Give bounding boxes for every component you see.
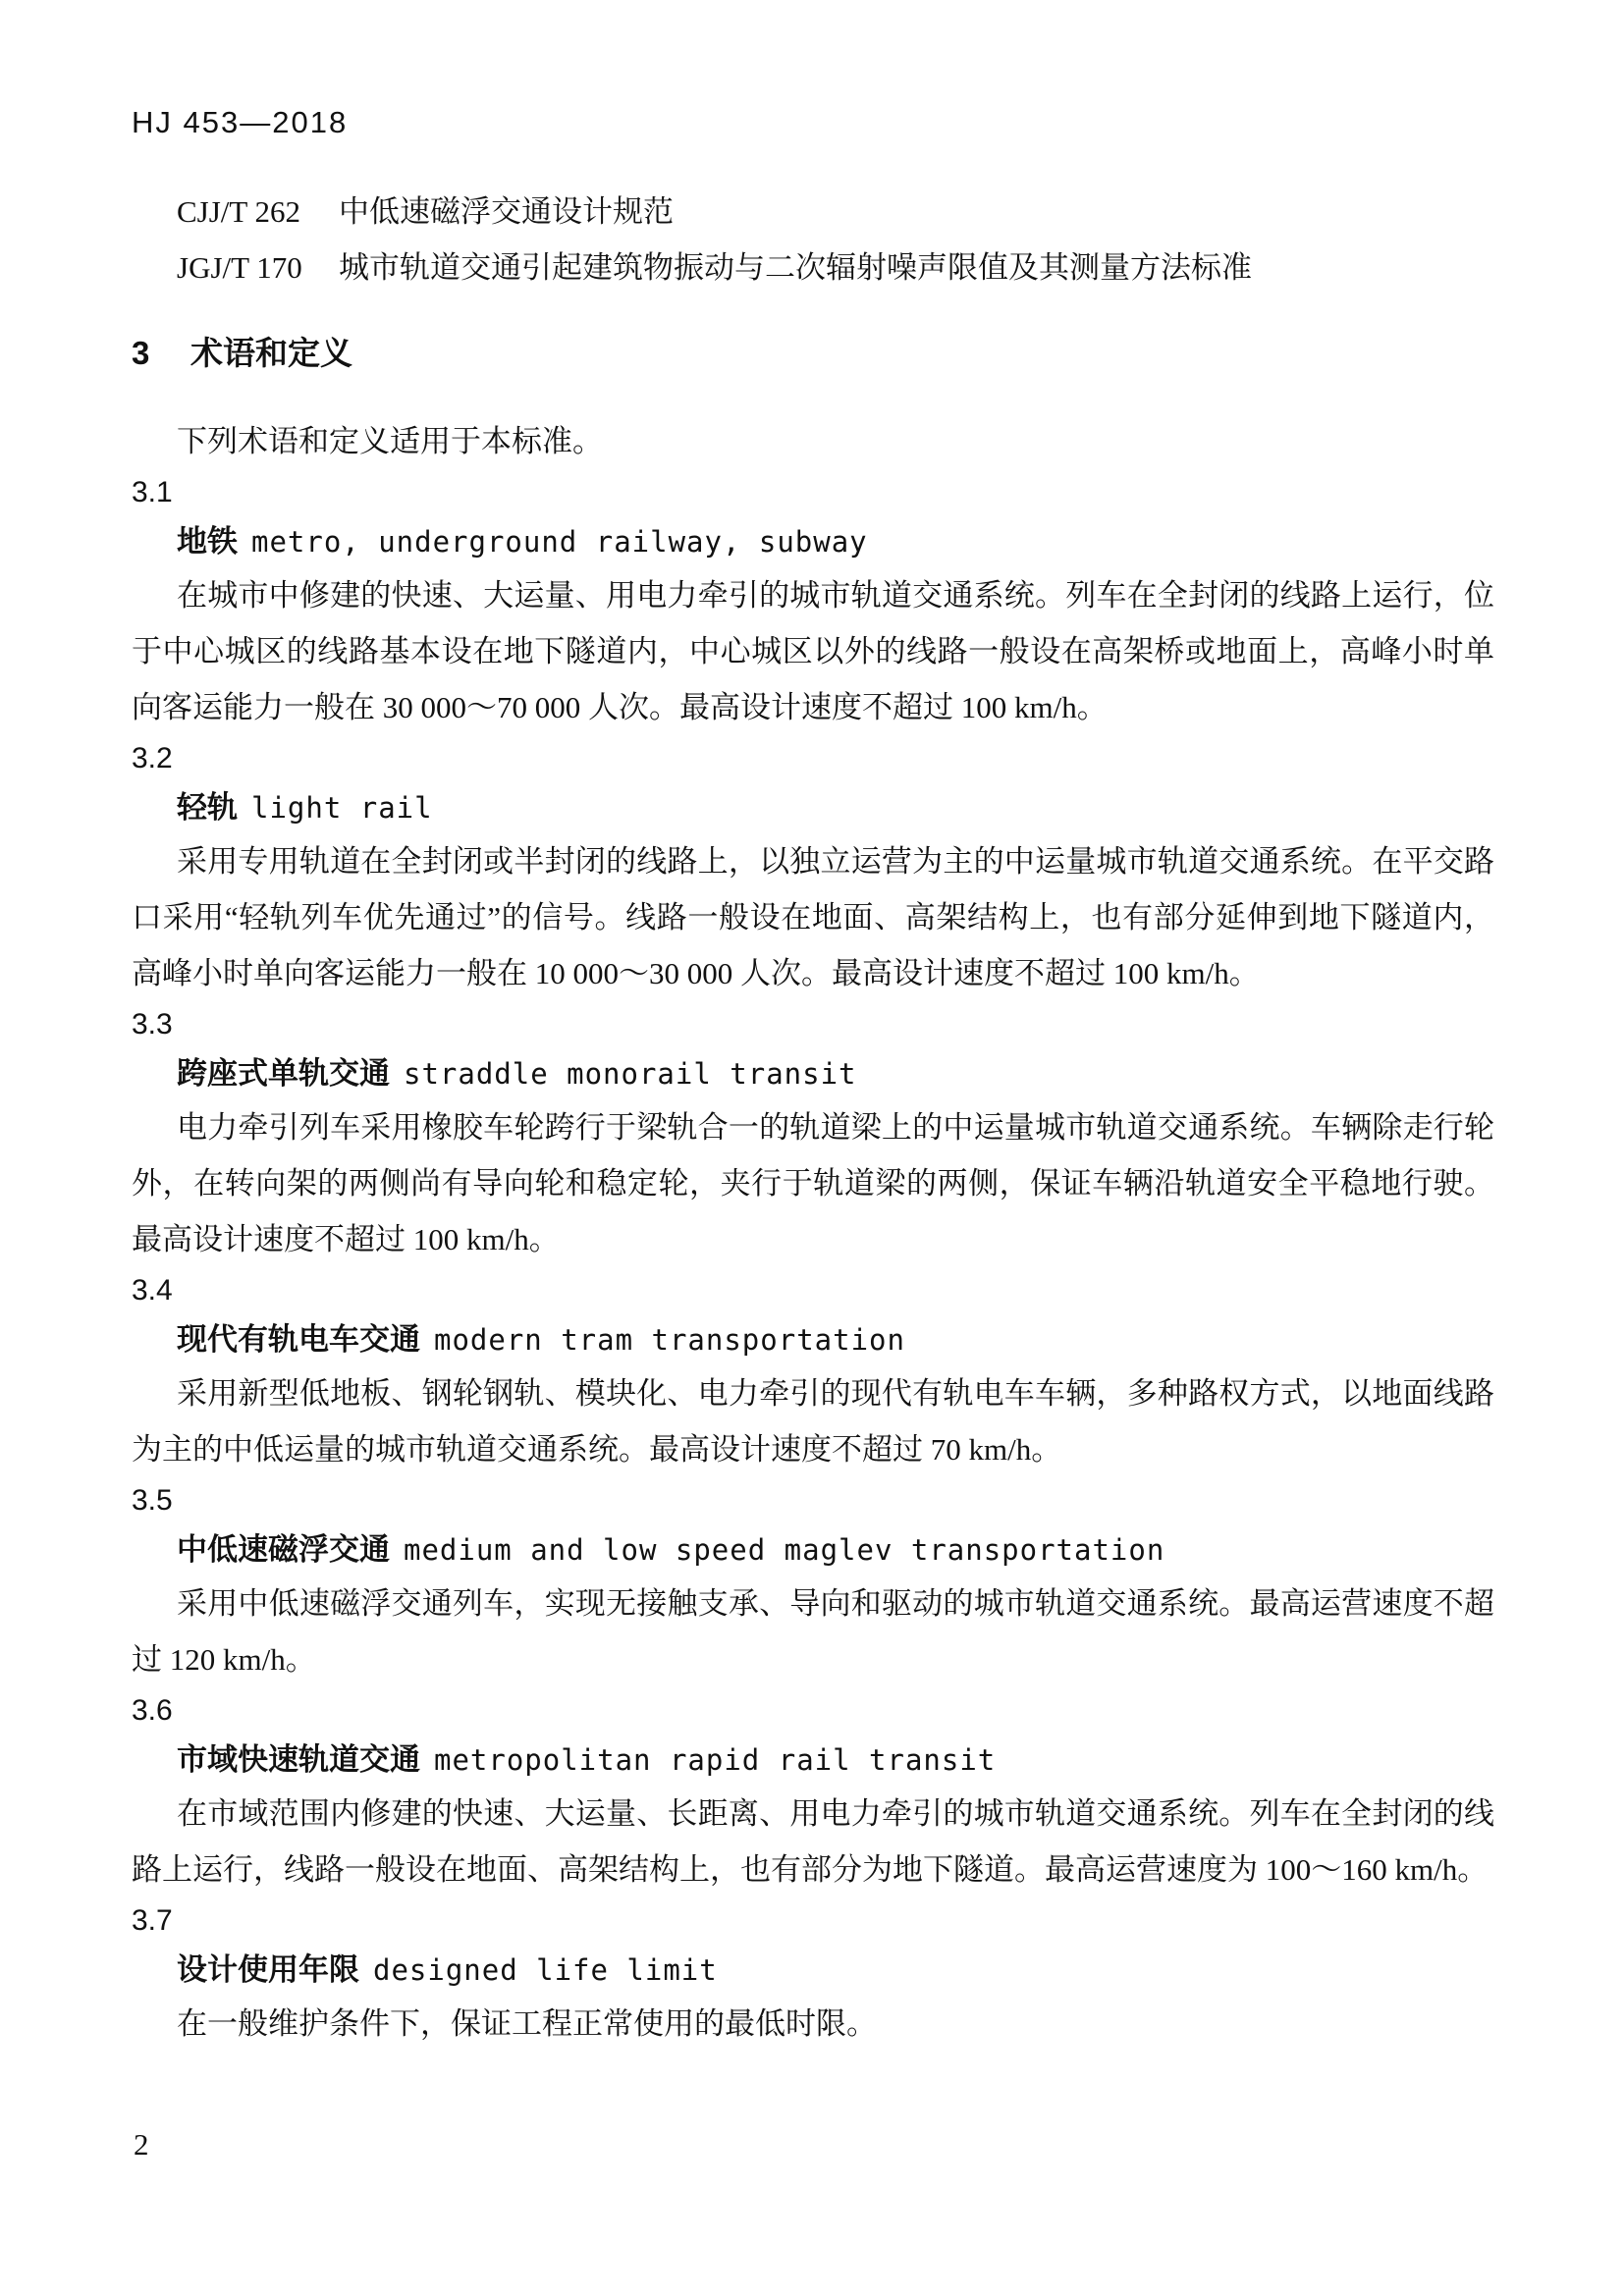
term-title-line (132, 1945, 1494, 1996)
references-list (132, 184, 1494, 295)
reference-title: 中低速磁浮交通设计规范 (339, 194, 674, 229)
term-name-en: designed life limit (373, 1953, 718, 1987)
term-number: 3.6 (132, 1694, 173, 1727)
section-title: 术语和定义 (190, 335, 352, 371)
section-intro: 下列术语和定义适用于本标准。 (177, 424, 603, 458)
term-number: 3.5 (132, 1484, 173, 1517)
section-number: 3 (132, 335, 150, 371)
reference-item (132, 184, 1494, 240)
term-name-zh: 中低速磁浮交通 (177, 1532, 390, 1567)
term-name-zh: 市域快速轨道交通 (177, 1742, 420, 1777)
term-definition: 在市域范围内修建的快速、大运量、长距离、用电力牵引的城市轨道交通系统。列车在全封闭的线路上运行，线路一般设在地面、高架结构上，也有部分为地下隧道。最高运营速度为 100～160 km/h。 (132, 1796, 1494, 1887)
term-title-line (132, 516, 1494, 567)
term-number: 3.3 (132, 1008, 173, 1041)
page-content (132, 0, 1494, 2052)
term-name-en: light rail (251, 791, 433, 825)
term-name-zh: 跨座式单轨交通 (177, 1056, 390, 1091)
reference-code: JGJ/T 170 (177, 250, 302, 285)
document-code-header: HJ 453—2018 (132, 105, 349, 139)
term-number: 3.2 (132, 742, 173, 774)
term-name-zh: 现代有轨电车交通 (177, 1322, 420, 1357)
term-block (132, 1477, 1494, 1687)
term-title-line (132, 1048, 1494, 1099)
reference-code: CJJ/T 262 (177, 194, 301, 229)
term-definition: 在一般维护条件下，保证工程正常使用的最低时限。 (177, 2006, 877, 2041)
term-block (132, 735, 1494, 1001)
term-title-line (132, 1314, 1494, 1365)
term-number: 3.7 (132, 1904, 173, 1937)
term-name-en: metro, underground railway, subway (251, 525, 868, 559)
term-block (132, 1897, 1494, 2052)
reference-title: 城市轨道交通引起建筑物振动与二次辐射噪声限值及其测量方法标准 (339, 250, 1252, 285)
term-definition: 电力牵引列车采用橡胶车轮跨行于梁轨合一的轨道梁上的中运量城市轨道交通系统。车辆除走行轮外，在转向架的两侧尚有导向轮和稳定轮，夹行于轨道梁的两侧，保证车辆沿轨道安全平稳地行驶。最高设计速度不超过 100 km/h。 (132, 1110, 1494, 1256)
term-block (132, 469, 1494, 735)
term-block (132, 1001, 1494, 1267)
reference-item (132, 240, 1494, 295)
term-title-line (132, 1524, 1494, 1575)
term-name-en: medium and low speed maglev transportation (404, 1533, 1165, 1567)
term-number: 3.1 (132, 476, 173, 508)
term-name-en: modern tram transportation (434, 1323, 905, 1357)
section-heading (132, 325, 1494, 381)
term-name-zh: 地铁 (177, 524, 238, 559)
term-title-line (132, 782, 1494, 833)
term-block (132, 1687, 1494, 1897)
term-title-line (132, 1735, 1494, 1786)
term-name-zh: 轻轨 (177, 790, 238, 825)
term-definition: 采用新型低地板、钢轮钢轨、模块化、电力牵引的现代有轨电车车辆，多种路权方式，以地面线路为主的中低运量的城市轨道交通系统。最高设计速度不超过 70 km/h。 (132, 1376, 1494, 1467)
term-number: 3.4 (132, 1274, 173, 1307)
term-block (132, 1267, 1494, 1477)
term-definition: 采用专用轨道在全封闭或半封闭的线路上，以独立运营为主的中运量城市轨道交通系统。在平交路口采用“轻轨列车优先通过”的信号。线路一般设在地面、高架结构上，也有部分延伸到地下隧道内，高峰小时单向客运能力一般在 10 000～30 000 人次。最高设计速度不超过 100 km/h。 (132, 844, 1494, 990)
term-name-en: straddle monorail transit (404, 1057, 857, 1091)
term-definition: 在城市中修建的快速、大运量、用电力牵引的城市轨道交通系统。列车在全封闭的线路上运行，位于中心城区的线路基本设在地下隧道内，中心城区以外的线路一般设在高架桥或地面上，高峰小时单向客运能力一般在 30 000～70 000 人次。最高设计速度不超过 100 km/h。 (132, 578, 1494, 724)
term-name-en: metropolitan rapid rail transit (434, 1743, 997, 1777)
term-definition: 采用中低速磁浮交通列车，实现无接触支承、导向和驱动的城市轨道交通系统。最高运营速度不超过 120 km/h。 (132, 1586, 1494, 1677)
terms-list (132, 469, 1494, 2052)
term-name-zh: 设计使用年限 (177, 1952, 359, 1987)
page-number: 2 (134, 2127, 149, 2162)
